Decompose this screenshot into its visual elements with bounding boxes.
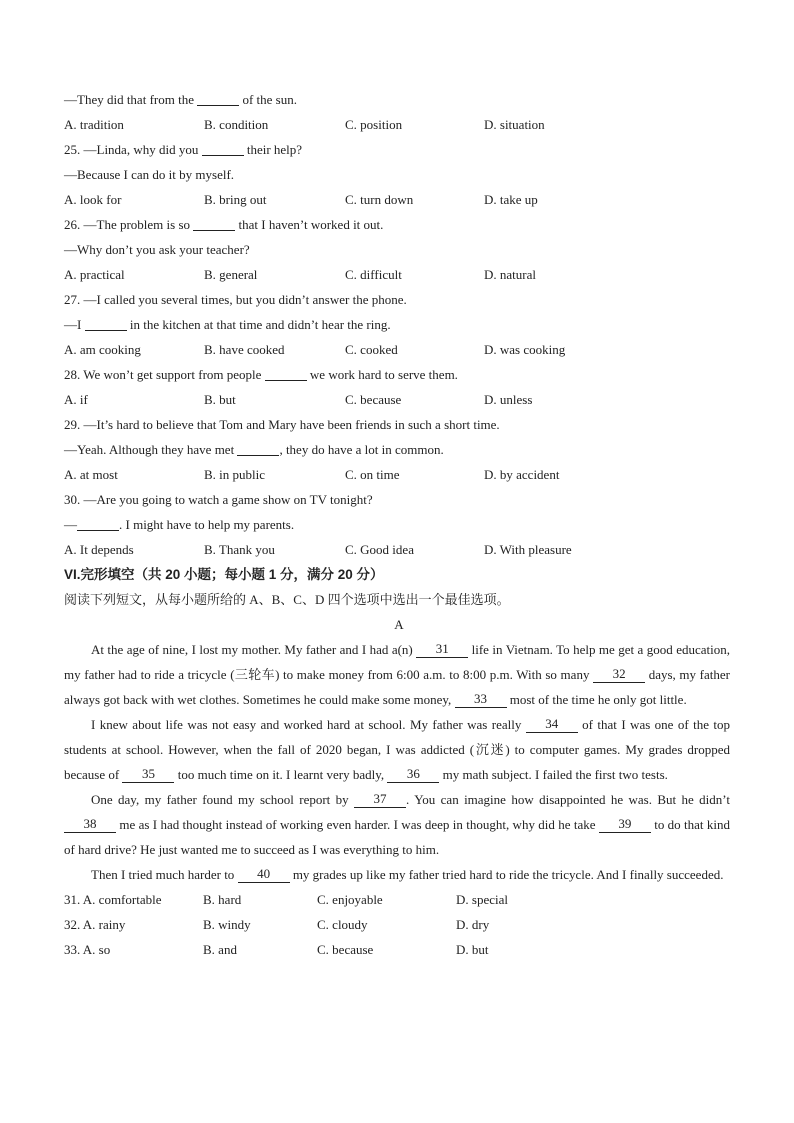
cloze-blank-32[interactable]: 32: [593, 666, 645, 683]
passage-text: One day, my father found my school report by: [91, 792, 355, 807]
cloze-blank-39[interactable]: 39: [599, 816, 651, 833]
q30-blank[interactable]: [77, 515, 119, 531]
q27-text-before: —I: [64, 317, 85, 332]
passage-text: I knew about life was not easy and worked hard at school. My father was really: [91, 717, 526, 732]
cloze-blank-38[interactable]: 38: [64, 816, 116, 833]
q29-text-after: , they do have a lot in common.: [279, 442, 444, 457]
q29-options: [64, 462, 734, 487]
q26-text-after: that I haven’t worked it out.: [235, 217, 384, 232]
q25-option-c[interactable]: C. turn down: [345, 192, 414, 207]
q26-options: [64, 262, 734, 287]
cloze-blank-31[interactable]: 31: [416, 641, 468, 658]
q24-options: [64, 112, 734, 137]
q25-text-after: their help?: [243, 142, 303, 157]
q28-option-a[interactable]: A. if: [64, 392, 88, 407]
passage-text: my grades up like my father tried hard to ride the tricycle. And I finally succeeded.: [289, 867, 724, 882]
section-instruction: 阅读下列短文，从每小题所给的 A、B、C、D 四个选项中选出一个最佳选项。: [64, 592, 510, 607]
q27-option-c[interactable]: C. cooked: [345, 342, 398, 357]
cloze-blank-40[interactable]: 40: [238, 866, 290, 883]
passage-text: life in Vietnam. To help me get a good education, my father had to ride a tricycle (三轮车) to make money from 6:00 a.m. to 8:00 p.m. With so many: [64, 642, 730, 682]
passage-text: most of the time he only got little.: [506, 692, 687, 707]
q30-text-before: —: [64, 517, 77, 532]
passage-text: Then I tried much harder to: [91, 867, 238, 882]
q26-reply: —Why don’t you ask your teacher?: [64, 242, 250, 257]
cloze-q32-options: [64, 912, 734, 937]
q32-option-b[interactable]: B. windy: [203, 917, 251, 932]
q27-options: [64, 337, 734, 362]
cloze-q33-options: [64, 937, 734, 962]
passage-text: of that I was one of the top students at school. However, when the fall of 2020 began, I was addicted (沉迷) to computer games. My grades dropped because of: [64, 717, 730, 782]
q27-option-d[interactable]: D. was cooking: [484, 342, 566, 357]
q27-option-a[interactable]: A. am cooking: [64, 342, 141, 357]
cloze-blank-33[interactable]: 33: [455, 691, 507, 708]
q29-blank[interactable]: [237, 440, 279, 456]
q24-text-before: —They did that from the: [64, 92, 198, 107]
passage-paragraph-1: [64, 637, 730, 712]
q28-option-d[interactable]: D. unless: [484, 392, 533, 407]
q24-option-c[interactable]: C. position: [345, 117, 403, 132]
q30-option-a[interactable]: A. It depends: [64, 542, 134, 557]
q31-option-c[interactable]: C. enjoyable: [317, 892, 383, 907]
q25-reply: —Because I can do it by myself.: [64, 167, 235, 182]
q28-option-c[interactable]: C. because: [345, 392, 402, 407]
passage-text: me as I had thought instead of working even harder. I was deep in thought, why did he take: [116, 817, 599, 832]
q26-prompt: [64, 212, 734, 237]
q29-option-c[interactable]: C. on time: [345, 467, 400, 482]
q27-prompt: 27. —I called you several times, but you didn’t answer the phone.: [64, 292, 407, 307]
q30-reply: [64, 512, 734, 537]
cloze-blank-37[interactable]: 37: [354, 791, 406, 808]
q24-option-b[interactable]: B. condition: [204, 117, 269, 132]
q24-text-after: of the sun.: [239, 92, 297, 107]
exam-page: [64, 87, 734, 962]
cloze-blank-35[interactable]: 35: [122, 766, 174, 783]
q27-blank[interactable]: [85, 315, 127, 331]
q28-text-before: 28. We won’t get support from people: [64, 367, 265, 382]
q26-option-d[interactable]: D. natural: [484, 267, 536, 282]
q28-prompt: [64, 362, 734, 387]
passage-paragraph-3: [64, 787, 730, 862]
q30-option-d[interactable]: D. With pleasure: [484, 542, 572, 557]
q29-reply: [64, 437, 734, 462]
q33-option-c[interactable]: C. because: [317, 942, 374, 957]
q31-option-a[interactable]: 31. A. comfortable: [64, 892, 162, 907]
q33-option-d[interactable]: D. but: [456, 942, 489, 957]
q26-text-before: 26. —The problem is so: [64, 217, 194, 232]
q33-option-a[interactable]: 33. A. so: [64, 942, 111, 957]
passage-text: too much time on it. I learnt very badly,: [174, 767, 388, 782]
q28-option-b[interactable]: B. but: [204, 392, 236, 407]
q25-prompt: [64, 137, 734, 162]
q30-prompt: 30. —Are you going to watch a game show on TV tonight?: [64, 492, 373, 507]
q27-option-b[interactable]: B. have cooked: [204, 342, 285, 357]
q29-option-a[interactable]: A. at most: [64, 467, 118, 482]
q26-option-b[interactable]: B. general: [204, 267, 258, 282]
passage-label: A: [394, 617, 404, 632]
q24-prompt: [64, 87, 734, 112]
q25-option-d[interactable]: D. take up: [484, 192, 538, 207]
passage-text: At the age of nine, I lost my mother. My father and I had a(n): [91, 642, 417, 657]
q27-text-after: in the kitchen at that time and didn’t hear the ring.: [126, 317, 391, 332]
passage-paragraph-4: [64, 862, 730, 887]
q32-option-d[interactable]: D. dry: [456, 917, 490, 932]
q32-option-c[interactable]: C. cloudy: [317, 917, 368, 932]
q26-option-a[interactable]: A. practical: [64, 267, 125, 282]
cloze-blank-34[interactable]: 34: [526, 716, 578, 733]
cloze-blank-36[interactable]: 36: [387, 766, 439, 783]
passage-text: my math subject. I failed the first two tests.: [439, 767, 668, 782]
q25-blank[interactable]: [202, 140, 244, 156]
cloze-q31-options: [64, 887, 734, 912]
q31-option-d[interactable]: D. special: [456, 892, 508, 907]
q29-text-before: —Yeah. Although they have met: [64, 442, 238, 457]
q30-text-after: . I might have to help my parents.: [119, 517, 295, 532]
passage-text: . You can imagine how disappointed he was. But he didn’t: [406, 792, 730, 807]
q28-blank[interactable]: [265, 365, 307, 381]
q26-blank[interactable]: [193, 215, 235, 231]
section-title: VI.完形填空（共 20 小题；每小题 1 分，满分 20 分）: [64, 567, 384, 582]
q29-option-b[interactable]: B. in public: [204, 467, 266, 482]
q29-option-d[interactable]: D. by accident: [484, 467, 560, 482]
q25-text-before: 25. —Linda, why did you: [64, 142, 202, 157]
q24-blank[interactable]: [197, 90, 239, 106]
q33-option-b[interactable]: B. and: [203, 942, 237, 957]
q28-options: [64, 387, 734, 412]
q25-option-b[interactable]: B. bring out: [204, 192, 267, 207]
q32-option-a[interactable]: 32. A. rainy: [64, 917, 126, 932]
passage-text: to do that kind of hard drive? He just wanted me to succeed as I was everything to him.: [64, 817, 730, 857]
q29-prompt: 29. —It’s hard to believe that Tom and Mary have been friends in such a short time.: [64, 417, 500, 432]
q30-options: [64, 537, 734, 562]
q25-options: [64, 187, 734, 212]
q30-option-c[interactable]: C. Good idea: [345, 542, 414, 557]
passage-paragraph-2: [64, 712, 730, 787]
q24-option-d[interactable]: D. situation: [484, 117, 545, 132]
q26-option-c[interactable]: C. difficult: [345, 267, 402, 282]
q27-reply: [64, 312, 734, 337]
q31-option-b[interactable]: B. hard: [203, 892, 242, 907]
passage-text: days, my father always got back with wet clothes. Sometimes he could make some money,: [64, 667, 730, 707]
q30-option-b[interactable]: B. Thank you: [204, 542, 275, 557]
q28-text-after: we work hard to serve them.: [306, 367, 458, 382]
q24-option-a[interactable]: A. tradition: [64, 117, 124, 132]
q25-option-a[interactable]: A. look for: [64, 192, 122, 207]
